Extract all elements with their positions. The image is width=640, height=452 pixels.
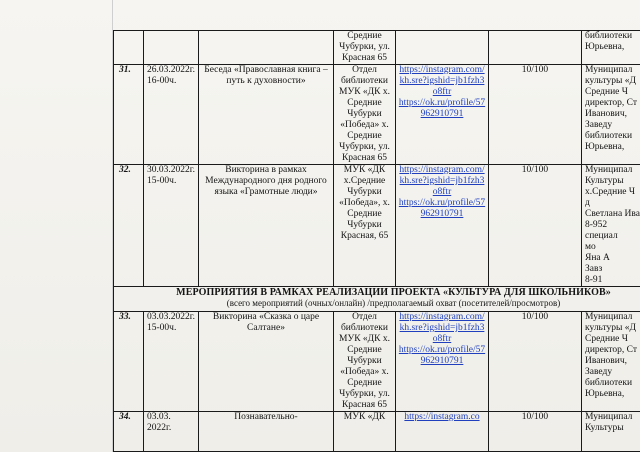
- event-links[interactable]: https://instagram.com/kh.sre?igshid=jb1fzh3o8ftr https://ok.ru/profile/57962910791: [396, 65, 489, 165]
- event-name: Викторина «Сказка о царе Салтане»: [199, 312, 334, 412]
- section-subtitle: (всего мероприятий (очных/онлайн) /предполагаемый охват (посетителей/просмотров): [226, 298, 561, 308]
- row-number: 34.: [114, 412, 144, 452]
- row-number: 33.: [114, 312, 144, 412]
- event-audience: 10/100: [489, 312, 582, 412]
- table-row: [114, 31, 640, 65]
- event-place: Средние Чубурки, ул. Красная 65: [334, 31, 396, 65]
- event-name: Познавательно-: [199, 412, 334, 452]
- event-responsible: Муниципал Культуры х.Средние Ч д Светлана Ива 8-952 специал мо Яна А Завз 8-91: [582, 165, 640, 287]
- table-row: [114, 65, 640, 165]
- row-number: 31.: [114, 65, 144, 165]
- event-date: 03.03. 2022г.: [144, 412, 199, 452]
- event-date: 03.03.2022г. 15-00ч.: [144, 312, 199, 412]
- event-links[interactable]: https://instagram.com/kh.sre?igshid=jb1fzh3o8ftr https://ok.ru/profile/57962910791: [396, 312, 489, 412]
- event-audience: 10/100: [489, 65, 582, 165]
- table-row: [114, 165, 640, 287]
- event-responsible: Муниципал Культуры: [582, 412, 640, 452]
- section-header-row: [114, 287, 640, 312]
- event-responsible: Муниципал культуры «Д Средние Ч директор, Ст Иванович, Заведу библиотеки Юрьевна,: [582, 312, 640, 412]
- event-date: 26.03.2022г. 16-00ч.: [144, 65, 199, 165]
- event-place: МУК «ДК: [334, 412, 396, 452]
- table-row: [114, 312, 640, 412]
- event-place: Отдел библиотеки МУК «ДК х. Средние Чубурки «Победа» х. Средние Чубурки, ул. Красная 65: [334, 312, 396, 412]
- event-place: Отдел библиотеки МУК «ДК х. Средние Чубурки «Победа» х. Средние Чубурки, ул. Красная 65: [334, 65, 396, 165]
- event-place: МУК «ДК х.Средние Чубурки «Победа», х. Средние Чубурки Красная, 65: [334, 165, 396, 287]
- event-links[interactable]: [396, 31, 489, 65]
- event-links[interactable]: https://instagram.com/kh.sre?igshid=jb1fzh3o8ftr https://ok.ru/profile/57962910791: [396, 165, 489, 287]
- event-date: 30.03.2022г. 15-00ч.: [144, 165, 199, 287]
- event-responsible: Муниципал культуры «Д Средние Ч директор, Ст Иванович, Заведу библиотеки Юрьевна,: [582, 65, 640, 165]
- row-number: [114, 31, 144, 65]
- bleed-through-text: [0, 52, 120, 406]
- section-header: [114, 287, 640, 312]
- section-title: МЕРОПРИЯТИЯ В РАМКАХ РЕАЛИЗАЦИИ ПРОЕКТА «КУЛЬТУРА ДЛЯ ШКОЛЬНИКОВ»: [176, 287, 611, 298]
- event-date: [144, 31, 199, 65]
- event-name: Беседа «Православная книга – путь к духовности»: [199, 65, 334, 165]
- events-table: [113, 30, 640, 452]
- event-audience: 10/100: [489, 412, 582, 452]
- event-links[interactable]: https://instagram.co: [396, 412, 489, 452]
- table-row: [114, 412, 640, 452]
- event-name: [199, 31, 334, 65]
- row-number: 32.: [114, 165, 144, 287]
- event-audience: [489, 31, 582, 65]
- event-name: Викторина в рамках Международного дня родного языка «Грамотные люди»: [199, 165, 334, 287]
- event-responsible: библиотеки Юрьевна,: [582, 31, 640, 65]
- event-audience: 10/100: [489, 165, 582, 287]
